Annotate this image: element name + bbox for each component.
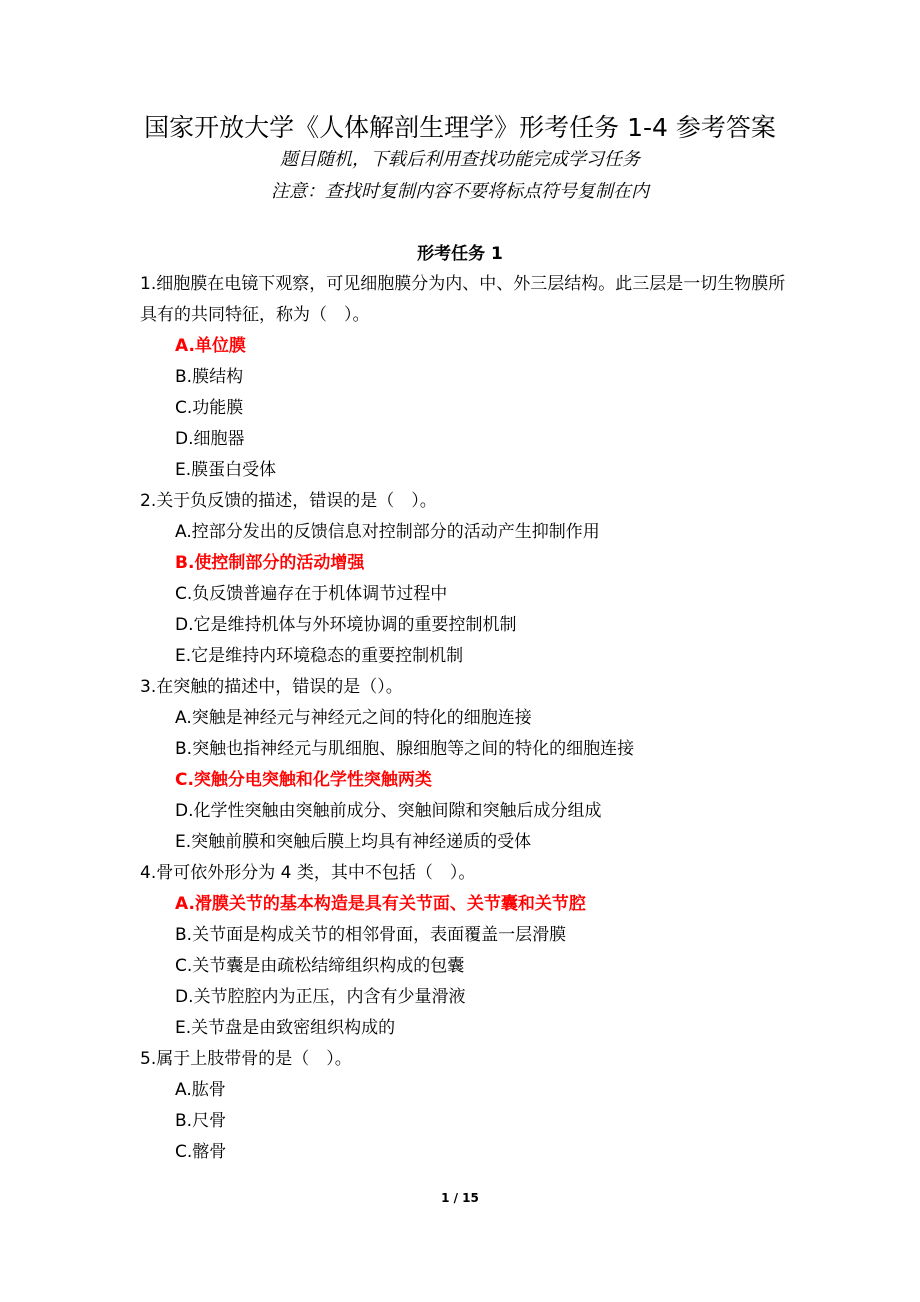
option-list	[140, 331, 790, 486]
correct-answer-option: C.突触分电突触和化学性突触两类	[175, 770, 432, 790]
page-number: 1 / 15	[441, 1191, 479, 1205]
question-text: 3.在突触的描述中，错误的是（）。	[140, 677, 403, 697]
correct-answer-option: A.滑膜关节的基本构造是具有关节面、关节囊和关节腔	[175, 894, 586, 914]
answer-option: A.突触是神经元与神经元之间的特化的细胞连接	[175, 708, 532, 728]
option-list	[140, 889, 790, 1044]
question-item	[140, 858, 790, 1044]
question-text: 1.细胞膜在电镜下观察，可见细胞膜分为内、中、外三层结构。此三层是一切生物膜所具有的共同特征，称为（ ）。	[140, 274, 786, 325]
subtitle-note: 注意：查找时复制内容不要将标点符号复制在内	[271, 181, 649, 202]
correct-answer-option: B.使控制部分的活动增强	[175, 553, 365, 573]
answer-option: E.突触前膜和突触后膜上均具有神经递质的受体	[175, 832, 532, 852]
option-list	[140, 517, 790, 672]
section-title: 形考任务 1	[417, 244, 503, 264]
question-text: 4.骨可依外形分为 4 类，其中不包括（ ）。	[140, 863, 476, 883]
question-item	[140, 1044, 790, 1168]
question-item	[140, 269, 790, 486]
question-text: 5.属于上肢带骨的是（ ）。	[140, 1049, 352, 1069]
option-list	[140, 1075, 790, 1168]
document-title: 国家开放大学《人体解剖生理学》形考任务 1-4 参考答案	[144, 113, 776, 142]
answer-option: B.关节面是构成关节的相邻骨面，表面覆盖一层滑膜	[175, 925, 567, 945]
answer-option: D.关节腔腔内为正压，内含有少量滑液	[175, 987, 466, 1007]
answer-option: E.关节盘是由致密组织构成的	[175, 1018, 396, 1038]
question-item	[140, 672, 790, 858]
question-list	[140, 269, 790, 1168]
answer-option: A.肱骨	[175, 1080, 226, 1100]
answer-option: C.髂骨	[175, 1142, 227, 1162]
answer-option: A.控部分发出的反馈信息对控制部分的活动产生抑制作用	[175, 522, 600, 542]
answer-option: B.突触也指神经元与肌细胞、腺细胞等之间的特化的细胞连接	[175, 739, 635, 759]
answer-option: E.它是维持内环境稳态的重要控制机制	[175, 646, 464, 666]
answer-option: D.化学性突触由突触前成分、突触间隙和突触后成分组成	[175, 801, 602, 821]
answer-option: B.膜结构	[175, 367, 244, 387]
answer-option: C.负反馈普遍存在于机体调节过程中	[175, 584, 448, 604]
answer-option: C.关节囊是由疏松结缔组织构成的包囊	[175, 956, 465, 976]
answer-option: B.尺骨	[175, 1111, 227, 1131]
question-item	[140, 486, 790, 672]
answer-option: E.膜蛋白受体	[175, 460, 277, 480]
subtitle-instruction: 题目随机，下载后利用查找功能完成学习任务	[280, 149, 640, 170]
option-list	[140, 703, 790, 858]
correct-answer-option: A.单位膜	[175, 336, 246, 356]
answer-option: C.功能膜	[175, 398, 244, 418]
answer-option: D.它是维持机体与外环境协调的重要控制机制	[175, 615, 517, 635]
answer-option: D.细胞器	[175, 429, 245, 449]
question-text: 2.关于负反馈的描述，错误的是（ ）。	[140, 491, 437, 511]
